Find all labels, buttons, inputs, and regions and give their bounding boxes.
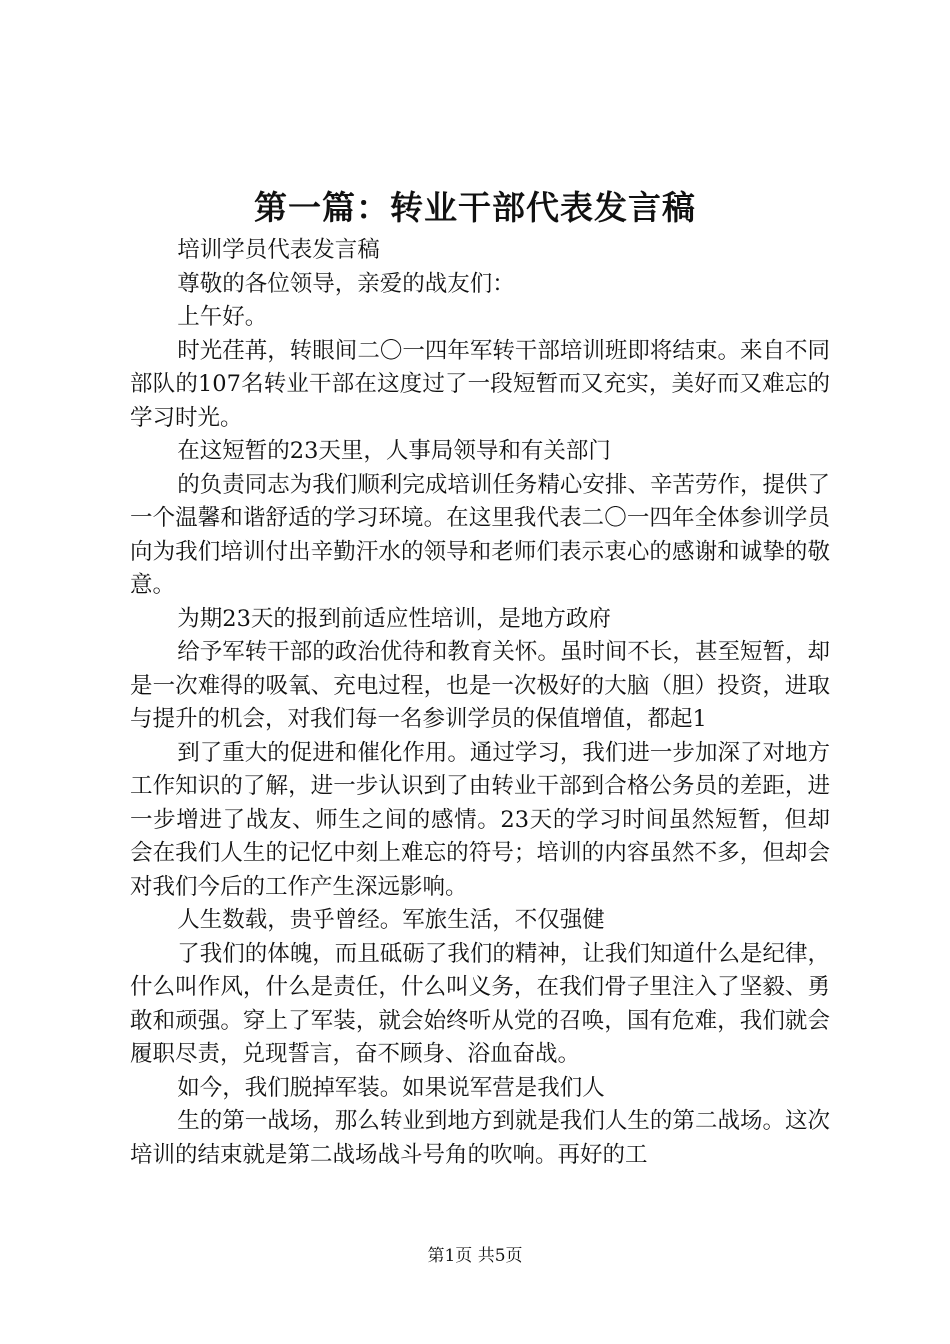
document-body — [130, 234, 830, 1172]
paragraph: 的负责同志为我们顺利完成培训任务精心安排、辛苦劳作，提供了一个温馨和谐舒适的学习环境。在这里我代表二〇一四年全体参训学员向为我们培训付出辛勤汗水的领导和老师们表示衷心的感谢和诚挚的敬意。 — [130, 471, 830, 598]
paragraph: 给予军转干部的政治优待和教育关怀。虽时间不长，甚至短暂，却是一次难得的吸氧、充电过程，也是一次极好的大脑（胆）投资，进取与提升的机会，对我们每一名参训学员的保值增值，都起1 — [130, 639, 830, 732]
page-footer: 第1页 共5页 — [427, 1246, 523, 1266]
paragraph: 为期23天的报到前适应性培训，是地方政府 — [177, 605, 611, 632]
paragraph: 生的第一战场，那么转业到地方到就是我们人生的第二战场。这次培训的结束就是第二战场战斗号角的吹响。再好的工 — [130, 1108, 830, 1168]
paragraph: 如今，我们脱掉军装。如果说军营是我们人 — [177, 1074, 605, 1101]
document-title: 第一篇：转业干部代表发言稿 — [254, 188, 696, 227]
paragraph: 尊敬的各位领导，亲爱的战友们： — [177, 270, 515, 297]
paragraph: 培训学员代表发言稿 — [177, 237, 380, 263]
paragraph: 了我们的体魄，而且砥砺了我们的精神，让我们知道什么是纪律，什么叫作风，什么是责任，什么叫义务，在我们骨子里注入了坚毅、勇敢和顽强。穿上了军装，就会始终听从党的召唤，国有危难，我们就会履职尽责，兑现誓言，奋不顾身、浴血奋战。 — [130, 940, 830, 1067]
paragraph: 在这短暂的23天里，人事局领导和有关部门 — [177, 438, 611, 464]
paragraph: 上午好。 — [177, 304, 268, 330]
paragraph: 人生数载，贵乎曾经。军旅生活，不仅强健 — [177, 907, 605, 933]
paragraph: 时光荏苒，转眼间二〇一四年军转干部培训班即将结束。来自不同部队的107名转业干部在这度过了一段短暂而又充实，美好而又难忘的学习时光。 — [130, 337, 830, 431]
paragraph: 到了重大的促进和催化作用。通过学习，我们进一步加深了对地方工作知识的了解，进一步认识到了由转业干部到合格公务员的差距，进一步增进了战友、师生之间的感情。23天的学习时间虽然短暂，但却会在我们人生的记忆中刻上难忘的符号；培训的内容虽然不多，但却会对我们今后的工作产生深远影响。 — [130, 739, 830, 900]
